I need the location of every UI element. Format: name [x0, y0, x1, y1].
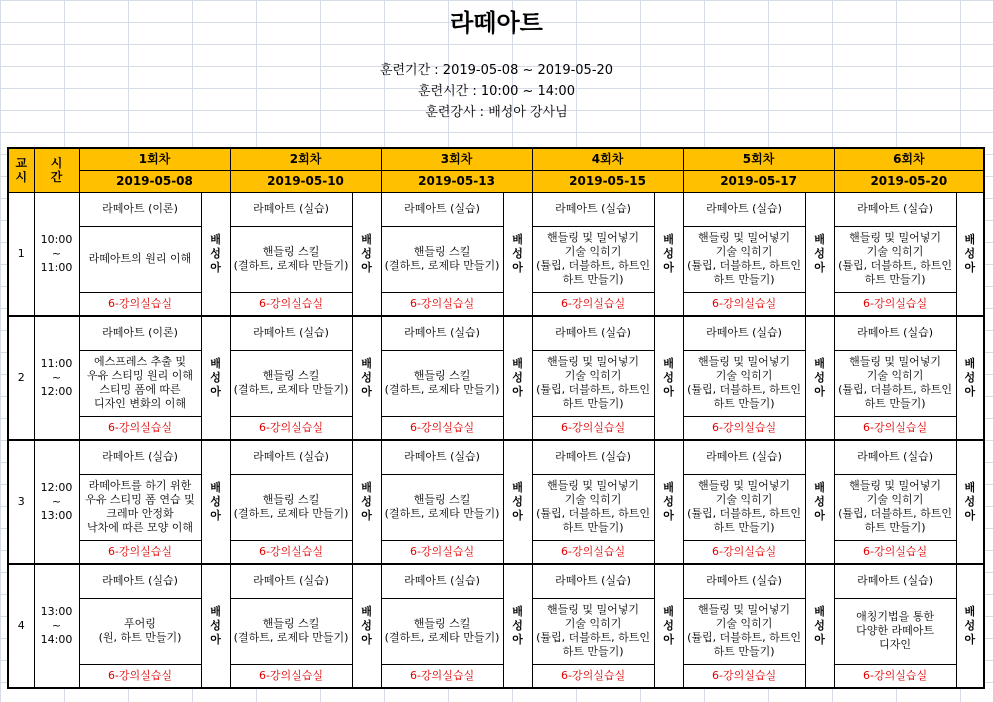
- classroom: 6-강의실습실: [532, 416, 654, 440]
- instructor-char: 배: [964, 605, 976, 618]
- instructor-char: 배: [512, 232, 523, 246]
- instructor-name: [956, 564, 984, 688]
- time-end: 12:00: [40, 385, 73, 398]
- lesson-type: 라떼아트 (실습): [230, 192, 352, 226]
- header-row-sessions: [8, 148, 984, 170]
- instructor-char: 아: [361, 385, 372, 398]
- instructor-char: 배: [814, 481, 825, 494]
- instructor-name: [201, 316, 230, 440]
- instructor-char: 배: [663, 605, 674, 618]
- instructor-char: 성: [964, 619, 976, 632]
- lesson-type: 라떼아트 (실습): [230, 440, 352, 474]
- lesson-content: 핸들링 스킬 (결하트, 로제타 만들기): [381, 474, 503, 540]
- period-number: 1: [8, 192, 34, 316]
- instructor-char: 아: [361, 633, 372, 646]
- classroom: 6-강의실습실: [79, 664, 201, 688]
- instructor-char: 배: [210, 605, 221, 618]
- lesson-type: 라떼아트 (이론): [79, 192, 201, 226]
- instructor-char: 성: [512, 619, 523, 632]
- period-row: [8, 664, 984, 688]
- period-time: [34, 316, 79, 440]
- instructor-name: [352, 564, 381, 688]
- classroom: 6-강의실습실: [683, 416, 805, 440]
- instructor-char: 배: [512, 605, 523, 618]
- time-header: 시 간: [34, 148, 79, 192]
- instructor-char: 아: [814, 633, 825, 646]
- instructor-char: 성: [361, 495, 372, 508]
- lesson-content: 핸들링 스킬 (결하트, 로제타 만들기): [230, 226, 352, 292]
- classroom: 6-강의실습실: [532, 664, 654, 688]
- lesson-content: 에스프레스 추출 및 우유 스티밍 원리 이해 스티밍 폼에 따른 디자인 변화의 이해: [79, 350, 201, 416]
- instructor-char: 배: [512, 357, 523, 370]
- instructor-char: 배: [361, 357, 372, 370]
- instructor-char: 배: [361, 481, 372, 494]
- classroom: 6-강의실습실: [79, 416, 201, 440]
- instructor-name: [805, 192, 834, 316]
- instructor-char: 아: [814, 385, 825, 398]
- classroom: 6-강의실습실: [683, 292, 805, 316]
- session-label: 5회차: [683, 148, 834, 170]
- classroom: 6-강의실습실: [230, 540, 352, 564]
- time-end: 14:00: [40, 633, 73, 646]
- instructor-name: [503, 316, 532, 440]
- instructor-char: 성: [814, 495, 825, 508]
- lesson-type: 라떼아트 (실습): [230, 316, 352, 350]
- time-start: 13:00: [40, 605, 73, 618]
- session-label: 4회차: [532, 148, 683, 170]
- training-instructor: 훈련강사 : 배성아 강사님: [425, 105, 568, 120]
- instructor-name: [805, 564, 834, 688]
- lesson-content: 핸들링 및 밀어넣기 기술 익히기 (튤립, 더블하트, 하트인 하트 만들기): [683, 474, 805, 540]
- instructor-char: 성: [964, 246, 976, 260]
- classroom: 6-강의실습실: [79, 292, 201, 316]
- instructor-char: 성: [210, 495, 221, 508]
- time-start: 11:00: [40, 357, 73, 370]
- period-time: [34, 192, 79, 316]
- instructor-char: 성: [814, 246, 825, 260]
- classroom: 6-강의실습실: [230, 416, 352, 440]
- time-end: 11:00: [40, 260, 73, 274]
- document-title: 라떼아트: [450, 9, 543, 37]
- classroom: 6-강의실습실: [79, 540, 201, 564]
- classroom: 6-강의실습실: [230, 664, 352, 688]
- instructor-char: 아: [361, 260, 372, 274]
- lesson-type: 라떼아트 (실습): [381, 564, 503, 598]
- lesson-type: 라떼아트 (실습): [683, 440, 805, 474]
- classroom: 6-강의실습실: [230, 292, 352, 316]
- instructor-char: 아: [210, 633, 221, 646]
- lesson-content: 핸들링 및 밀어넣기 기술 익히기 (튤립, 더블하트, 하트인 하트 만들기): [532, 474, 654, 540]
- instructor-name: [352, 316, 381, 440]
- period-row: [8, 192, 984, 226]
- instructor-char: 성: [663, 619, 674, 632]
- instructor-char: 배: [663, 357, 674, 370]
- lesson-content: 핸들링 및 밀어넣기 기술 익히기 (튤립, 더블하트, 하트인 하트 만들기): [683, 226, 805, 292]
- lesson-content: 푸어링 (원, 하트 만들기): [79, 598, 201, 664]
- instructor-char: 아: [512, 509, 523, 522]
- lesson-type: 라떼아트 (실습): [532, 192, 654, 226]
- period-row: [8, 350, 984, 416]
- session-date: 2019-05-08: [79, 170, 230, 192]
- instructor-char: 아: [964, 260, 976, 274]
- classroom: 6-강의실습실: [532, 292, 654, 316]
- lesson-content: 핸들링 스킬 (결하트, 로제타 만들기): [381, 598, 503, 664]
- classroom: 6-강의실습실: [381, 664, 503, 688]
- lesson-content: 핸들링 스킬 (결하트, 로제타 만들기): [230, 474, 352, 540]
- classroom: 6-강의실습실: [683, 664, 805, 688]
- lesson-type: 라떼아트 (실습): [834, 440, 956, 474]
- lesson-type: 라떼아트 (실습): [834, 564, 956, 598]
- instructor-name: [201, 440, 230, 564]
- instructor-char: 배: [663, 232, 674, 246]
- period-number: 4: [8, 564, 34, 688]
- instructor-name: [503, 440, 532, 564]
- instructor-char: 배: [361, 232, 372, 246]
- time-sep: ~: [51, 495, 62, 508]
- lesson-content: 핸들링 및 밀어넣기 기술 익히기 (튤립, 더블하트, 하트인 하트 만들기): [532, 350, 654, 416]
- instructor-char: 성: [663, 246, 674, 260]
- schedule-table: [7, 147, 985, 689]
- classroom: 6-강의실습실: [381, 540, 503, 564]
- instructor-char: 성: [361, 371, 372, 384]
- instructor-char: 아: [361, 509, 372, 522]
- instructor-name: [654, 192, 683, 316]
- classroom: 6-강의실습실: [834, 664, 956, 688]
- instructor-char: 아: [512, 260, 523, 274]
- period-row: [8, 474, 984, 540]
- classroom: 6-강의실습실: [381, 416, 503, 440]
- instructor-char: 성: [964, 371, 976, 384]
- time-end: 13:00: [40, 509, 73, 522]
- session-date: 2019-05-10: [230, 170, 381, 192]
- instructor-char: 배: [210, 232, 221, 246]
- instructor-char: 배: [964, 481, 976, 494]
- period-row: [8, 316, 984, 350]
- period-row: [8, 598, 984, 664]
- lesson-type: 라떼아트 (이론): [79, 316, 201, 350]
- instructor-char: 성: [512, 246, 523, 260]
- lesson-type: 라떼아트 (실습): [381, 192, 503, 226]
- instructor-char: 성: [361, 246, 372, 260]
- classroom: 6-강의실습실: [381, 292, 503, 316]
- training-time: 훈련시간 : 10:00 ~ 14:00: [418, 84, 575, 99]
- instructor-char: 아: [814, 260, 825, 274]
- lesson-type: 라떼아트 (실습): [230, 564, 352, 598]
- period-time: [34, 564, 79, 688]
- instructor-char: 배: [964, 232, 976, 246]
- session-label: 3회차: [381, 148, 532, 170]
- instructor-char: 아: [512, 385, 523, 398]
- lesson-type: 라떼아트 (실습): [683, 316, 805, 350]
- lesson-type: 라떼아트 (실습): [79, 440, 201, 474]
- instructor-char: 아: [663, 633, 674, 646]
- lesson-content: 애칭기법을 통한 다양한 라떼아트 디자인: [834, 598, 956, 664]
- instructor-char: 배: [814, 357, 825, 370]
- instructor-char: 성: [663, 371, 674, 384]
- instructor-name: [201, 192, 230, 316]
- instructor-name: [956, 440, 984, 564]
- instructor-char: 배: [814, 605, 825, 618]
- session-label: 1회차: [79, 148, 230, 170]
- instructor-char: 아: [512, 633, 523, 646]
- instructor-name: [352, 192, 381, 316]
- instructor-char: 배: [361, 605, 372, 618]
- training-info: [0, 60, 993, 123]
- lesson-content: 핸들링 및 밀어넣기 기술 익히기 (튤립, 더블하트, 하트인 하트 만들기): [834, 226, 956, 292]
- instructor-name: [503, 192, 532, 316]
- instructor-char: 아: [210, 385, 221, 398]
- instructor-char: 성: [210, 246, 221, 260]
- lesson-type: 라떼아트 (실습): [532, 440, 654, 474]
- period-row: [8, 540, 984, 564]
- instructor-char: 아: [663, 385, 674, 398]
- lesson-type: 라떼아트 (실습): [683, 564, 805, 598]
- instructor-char: 배: [210, 481, 221, 494]
- instructor-name: [956, 316, 984, 440]
- period-row: [8, 226, 984, 292]
- instructor-char: 성: [210, 371, 221, 384]
- lesson-content: 핸들링 및 밀어넣기 기술 익히기 (튤립, 더블하트, 하트인 하트 만들기): [683, 598, 805, 664]
- instructor-char: 성: [814, 371, 825, 384]
- training-period: 훈련기간 : 2019-05-08 ~ 2019-05-20: [379, 63, 614, 78]
- lesson-content: 핸들링 스킬 (결하트, 로제타 만들기): [230, 598, 352, 664]
- lesson-content: 핸들링 스킬 (결하트, 로제타 만들기): [381, 226, 503, 292]
- session-label: 6회차: [834, 148, 984, 170]
- instructor-char: 아: [663, 260, 674, 274]
- instructor-char: 아: [210, 260, 221, 274]
- session-date: 2019-05-17: [683, 170, 834, 192]
- lesson-content: 핸들링 및 밀어넣기 기술 익히기 (튤립, 더블하트, 하트인 하트 만들기): [834, 474, 956, 540]
- instructor-char: 아: [964, 385, 976, 398]
- lesson-content: 핸들링 스킬 (결하트, 로제타 만들기): [230, 350, 352, 416]
- time-sep: ~: [51, 246, 62, 260]
- time-start: 10:00: [40, 232, 73, 246]
- lesson-type: 라떼아트 (실습): [381, 440, 503, 474]
- instructor-name: [201, 564, 230, 688]
- instructor-name: [654, 316, 683, 440]
- instructor-name: [654, 564, 683, 688]
- instructor-name: [956, 192, 984, 316]
- instructor-char: 배: [512, 481, 523, 494]
- instructor-char: 배: [814, 232, 825, 246]
- lesson-content: 핸들링 스킬 (결하트, 로제타 만들기): [381, 350, 503, 416]
- instructor-char: 성: [210, 619, 221, 632]
- lesson-content: 핸들링 및 밀어넣기 기술 익히기 (튤립, 더블하트, 하트인 하트 만들기): [532, 226, 654, 292]
- period-row: [8, 564, 984, 598]
- instructor-char: 성: [512, 371, 523, 384]
- lesson-type: 라떼아트 (실습): [532, 564, 654, 598]
- lesson-type: 라떼아트 (실습): [683, 192, 805, 226]
- lesson-content: 핸들링 및 밀어넣기 기술 익히기 (튤립, 더블하트, 하트인 하트 만들기): [834, 350, 956, 416]
- instructor-char: 성: [361, 619, 372, 632]
- lesson-type: 라떼아트 (실습): [532, 316, 654, 350]
- session-date: 2019-05-13: [381, 170, 532, 192]
- lesson-type: 라떼아트 (실습): [834, 192, 956, 226]
- time-sep: ~: [51, 619, 62, 632]
- instructor-char: 성: [663, 495, 674, 508]
- session-label: 2회차: [230, 148, 381, 170]
- instructor-char: 아: [210, 509, 221, 522]
- instructor-char: 배: [663, 481, 674, 494]
- period-row: [8, 292, 984, 316]
- instructor-char: 배: [964, 357, 976, 370]
- instructor-char: 아: [964, 633, 976, 646]
- header-row-dates: [8, 170, 984, 192]
- classroom: 6-강의실습실: [834, 540, 956, 564]
- instructor-char: 아: [964, 509, 976, 522]
- classroom: 6-강의실습실: [834, 292, 956, 316]
- period-row: [8, 440, 984, 474]
- period-number: 3: [8, 440, 34, 564]
- period-header: 교 시: [8, 148, 34, 192]
- instructor-char: 아: [814, 509, 825, 522]
- classroom: 6-강의실습실: [532, 540, 654, 564]
- lesson-type: 라떼아트 (실습): [834, 316, 956, 350]
- classroom: 6-강의실습실: [683, 540, 805, 564]
- period-row: [8, 416, 984, 440]
- period-time: [34, 440, 79, 564]
- instructor-char: 배: [210, 357, 221, 370]
- time-sep: ~: [51, 371, 62, 384]
- instructor-char: 성: [964, 495, 976, 508]
- instructor-char: 성: [814, 619, 825, 632]
- instructor-name: [654, 440, 683, 564]
- instructor-char: 성: [512, 495, 523, 508]
- lesson-content: 라떼아트의 원리 이해: [79, 226, 201, 292]
- time-start: 12:00: [40, 481, 73, 494]
- lesson-type: 라떼아트 (실습): [381, 316, 503, 350]
- classroom: 6-강의실습실: [834, 416, 956, 440]
- instructor-name: [503, 564, 532, 688]
- session-date: 2019-05-20: [834, 170, 984, 192]
- instructor-char: 아: [663, 509, 674, 522]
- instructor-name: [352, 440, 381, 564]
- lesson-content: 라떼아트를 하기 위한 우유 스티밍 폼 연습 및 크레마 안정화 낙차에 따른 모양 이해: [79, 474, 201, 540]
- lesson-type: 라떼아트 (실습): [79, 564, 201, 598]
- instructor-name: [805, 316, 834, 440]
- instructor-name: [805, 440, 834, 564]
- lesson-content: 핸들링 및 밀어넣기 기술 익히기 (튤립, 더블하트, 하트인 하트 만들기): [532, 598, 654, 664]
- session-date: 2019-05-15: [532, 170, 683, 192]
- lesson-content: 핸들링 및 밀어넣기 기술 익히기 (튤립, 더블하트, 하트인 하트 만들기): [683, 350, 805, 416]
- period-number: 2: [8, 316, 34, 440]
